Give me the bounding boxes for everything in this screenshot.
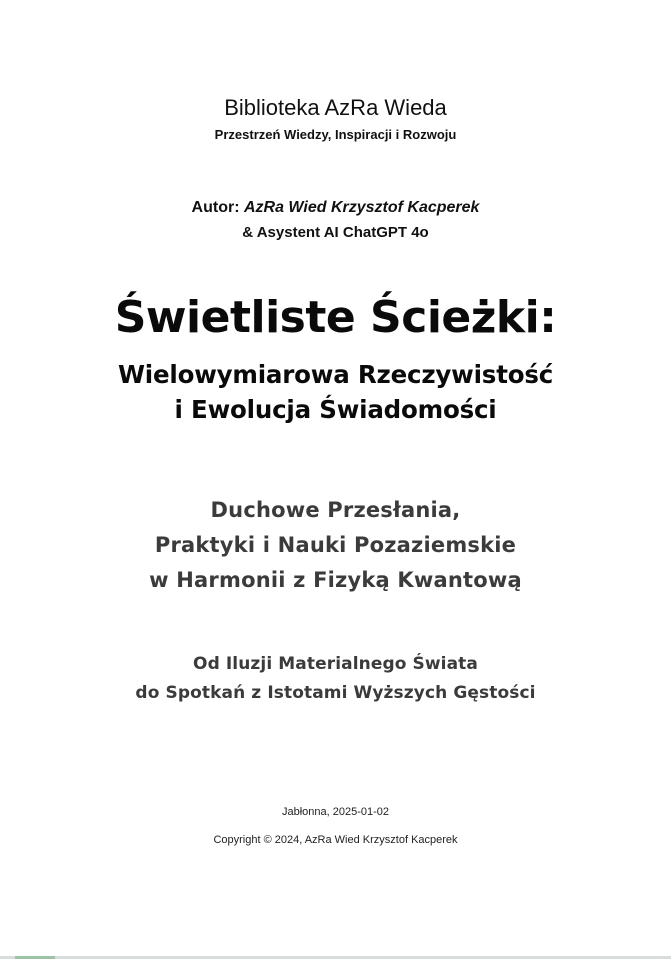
description-line-3: w Harmonii z Fizyką Kwantową bbox=[149, 568, 522, 592]
tagline-line-1: Od Iluzji Materialnego Świata bbox=[193, 654, 478, 674]
copyright-notice: Copyright © 2024, AzRa Wied Krzysztof Kacperek bbox=[213, 834, 458, 846]
book-subtitle-line-2: i Ewolucja Świadomości bbox=[174, 395, 497, 424]
library-tagline: Przestrzeń Wiedzy, Inspiracji i Rozwoju bbox=[214, 127, 457, 142]
description-line-2: Praktyki i Nauki Pozaziemskie bbox=[154, 533, 517, 557]
place-date: Jabłonna, 2025-01-02 bbox=[281, 806, 390, 818]
description-line-1: Duchowe Przesłania, bbox=[210, 498, 461, 522]
book-title: Świetliste Ścieżki: bbox=[114, 292, 557, 343]
library-name: Biblioteka AzRa Wieda bbox=[224, 95, 447, 120]
tagline-line-2: do Spotkań z Istotami Wyższych Gęstości bbox=[135, 683, 536, 703]
book-subtitle-line-1: Wielowymiarowa Rzeczywistość bbox=[117, 360, 554, 389]
assistant-credit: & Asystent AI ChatGPT 4o bbox=[242, 224, 429, 241]
author-name: AzRa Wied Krzysztof Kacperek bbox=[243, 199, 480, 216]
author-line bbox=[0, 199, 671, 217]
author-label: Autor: bbox=[191, 199, 240, 216]
